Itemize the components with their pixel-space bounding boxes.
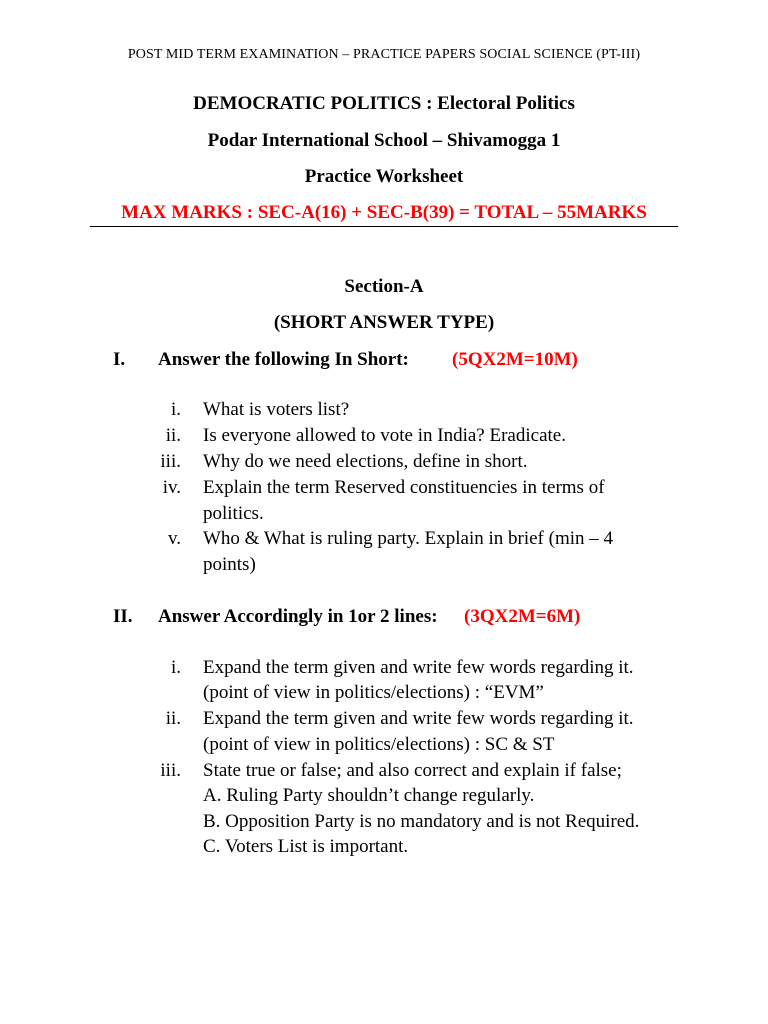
school-name: Podar International School – Shivamogga 1	[207, 130, 561, 151]
q2-item-line: Expand the term given and write few words regarding it.	[203, 708, 634, 729]
question-1-marks: (5QX2M=10M)	[452, 349, 578, 370]
q1-item-line: Is everyone allowed to vote in India? Eradicate.	[203, 425, 566, 446]
max-marks: MAX MARKS : SEC-A(16) + SEC-B(39) = TOTAL – 55MARKS	[121, 202, 647, 223]
q2-item-line: C. Voters List is important.	[203, 836, 409, 857]
exam-header: POST MID TERM EXAMINATION – PRACTICE PAPERS SOCIAL SCIENCE (PT-III)	[127, 47, 641, 62]
subject-title: DEMOCRATIC POLITICS : Electoral Politics	[193, 93, 575, 114]
q1-item-line: points)	[203, 554, 256, 575]
q1-item-line: Who & What is ruling party. Explain in brief (min – 4	[203, 528, 614, 549]
section-a-subheading: (SHORT ANSWER TYPE)	[273, 312, 495, 333]
q2-item-line: (point of view in politics/elections) : “EVM”	[203, 682, 544, 703]
section-a-heading: Section-A	[344, 276, 424, 297]
q1-item-number: i.	[170, 399, 181, 420]
q2-item-line: B. Opposition Party is no mandatory and is not Required.	[203, 811, 640, 832]
q1-item-line: What is voters list?	[203, 399, 350, 420]
q1-item-number: ii.	[165, 425, 181, 446]
q1-item-number: iv.	[162, 477, 181, 498]
title-divider	[90, 226, 678, 227]
q2-item-number: i.	[170, 657, 181, 678]
question-1-instruction: Answer the following In Short:	[158, 349, 409, 370]
worksheet-title: Practice Worksheet	[304, 166, 464, 187]
q1-item-number: iii.	[160, 451, 181, 472]
q2-item-line: A. Ruling Party shouldn’t change regularly.	[203, 785, 535, 806]
question-1-number: I.	[113, 349, 126, 370]
question-2-number: II.	[113, 606, 133, 627]
q2-item-number: ii.	[165, 708, 181, 729]
q2-item-line: (point of view in politics/elections) : SC & ST	[203, 734, 555, 755]
q1-item-line: Why do we need elections, define in short.	[203, 451, 528, 472]
q2-item-line: State true or false; and also correct and explain if false;	[203, 760, 622, 781]
question-2-marks: (3QX2M=6M)	[464, 606, 581, 627]
q2-item-line: Expand the term given and write few words regarding it.	[203, 657, 634, 678]
q1-item-line: politics.	[203, 503, 264, 524]
question-2-instruction: Answer Accordingly in 1or 2 lines:	[158, 606, 438, 627]
q1-item-line: Explain the term Reserved constituencies in terms of	[203, 477, 605, 498]
q2-item-number: iii.	[160, 760, 181, 781]
q1-item-number: v.	[167, 528, 181, 549]
